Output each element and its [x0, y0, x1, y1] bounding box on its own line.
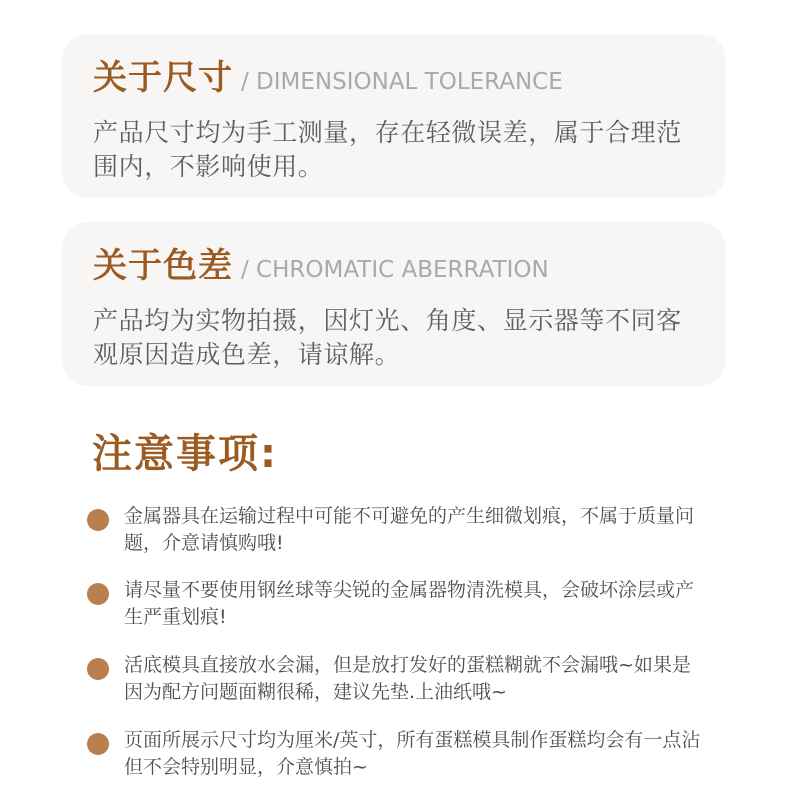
notice-item-text: 金属器具在运输过程中可能不可避免的产生细微划痕，不属于质量问题，介意请慎购哦! [124, 505, 695, 554]
bullet-dot-icon [87, 509, 109, 531]
notice-item-text: 请尽量不要使用钢丝球等尖锐的金属器物清洗模具，会破坏涂层或产生严重划痕! [124, 579, 695, 628]
chromatic-aberration-card [62, 222, 726, 386]
card-title-en: / CHROMATIC ABERRATION [241, 257, 549, 283]
card-title-cn: 关于色差 [93, 246, 233, 286]
card-heading [93, 246, 549, 292]
notice-item-text: 页面所展示尺寸均为厘米/英寸，所有蛋糕模具制作蛋糕均会有一点沾但不会特别明显，介意慎拍~ [124, 729, 701, 778]
card-title-cn: 关于尺寸 [93, 58, 233, 98]
notice-title: 注意事项: [92, 431, 278, 477]
card-title-en: / DIMENSIONAL TOLERANCE [241, 69, 563, 95]
notice-item-text: 活底模具直接放水会漏，但是放打发好的蛋糕糊就不会漏哦~如果是因为配方问题面糊很稀，建议先垫.上油纸哦~ [124, 654, 691, 703]
card-body-text: 产品均为实物拍摄，因灯光、角度、显示器等不同客观原因造成色差，请谅解。 [93, 306, 682, 369]
bullet-dot-icon [87, 583, 109, 605]
card-body-text: 产品尺寸均为手工测量，存在轻微误差，属于合理范围内，不影响使用。 [93, 118, 682, 181]
dimensional-tolerance-card [62, 34, 726, 198]
bullet-dot-icon [87, 658, 109, 680]
bullet-dot-icon [87, 733, 109, 755]
card-heading [93, 58, 563, 104]
